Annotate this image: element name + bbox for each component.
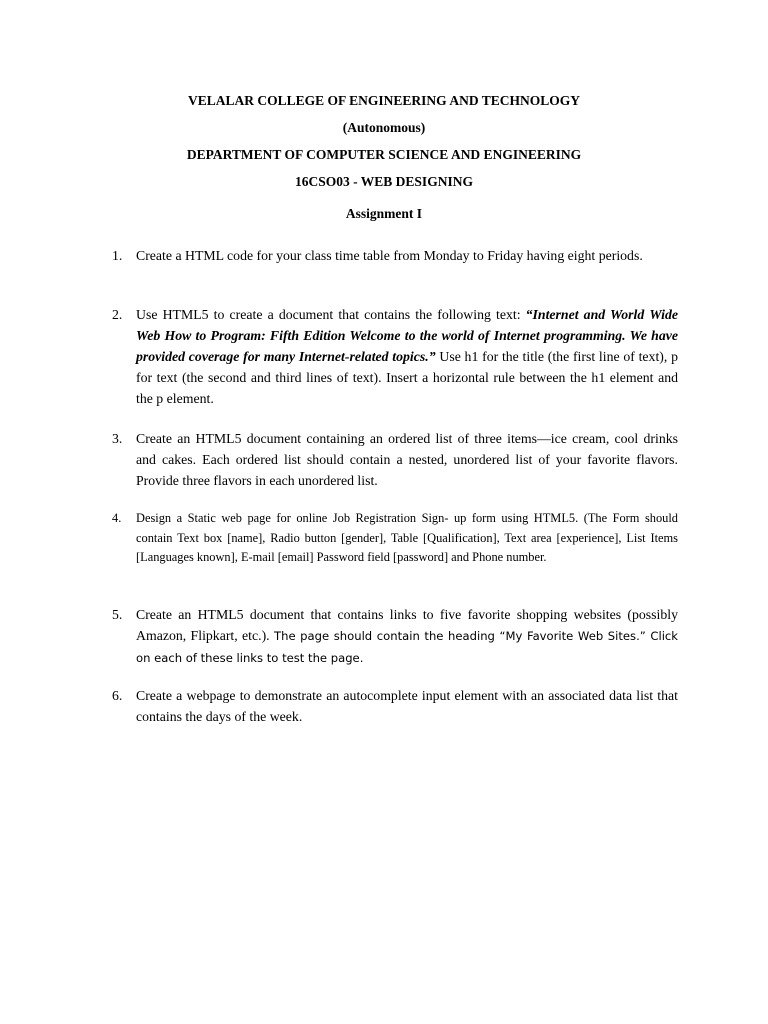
college-name: VELALAR COLLEGE OF ENGINEERING AND TECHNOLOGY (188, 93, 580, 108)
autonomous-status: (Autonomous) (342, 120, 426, 135)
question-text: Design a Static web page for online Job Registration Sign- up form using HTML5. (The Form should contain Text box [name], Radio button [gender], Table [Qualification], Text area [experience], List Items [Languages known], E-mail [email] Password field [password] and Phone number. (136, 511, 678, 564)
question-text: Create an HTML5 document containing an ordered list of three items—ice cream, cool drinks and cakes. Each ordered list should contain a nested, unordered list of your favorite flavors. Provide three flavors in each unordered list. (136, 431, 678, 488)
question-text-lead: Use HTML5 to create a document that contains the following text: (136, 307, 526, 322)
question-number: 4. (112, 511, 122, 525)
question-number: 5. (112, 607, 123, 622)
assignment-title: Assignment I (345, 206, 423, 221)
question-text-sans: The page should contain the heading “My Favorite Web Sites.” Click on each of these links to test the page. (136, 629, 679, 665)
question-number: 1. (112, 248, 123, 263)
question-text (136, 604, 678, 669)
quoted-text: “Internet and World (525, 307, 645, 322)
question-number: 6. (112, 688, 123, 703)
question-text-instructions: Use h1 for the title (the first line of text), p for text (the second and third lines of text). Insert a horizontal rule between the h1 element and the p element. (136, 349, 678, 406)
department-name: DEPARTMENT OF COMPUTER SCIENCE AND ENGINEERING (186, 147, 582, 162)
question-text (136, 304, 678, 409)
course-title: 16CSO03 - WEB DESIGNING (295, 174, 473, 189)
question-text: Create a webpage to demonstrate an autocomplete input element with an associated data list that contains the days of the week. (136, 688, 678, 724)
quoted-text-continued: Wide Web How to Program: Fifth Edition Welcome to the world of Internet programming. We have provided coverage for many Internet-related topics.” (136, 307, 679, 364)
question-text: Create a HTML code for your class time table from Monday to Friday having eight periods. (136, 248, 643, 263)
question-number: 3. (112, 431, 123, 446)
question-text-lead: Create an HTML5 document that contains links to five favorite shopping websites (possibly Amazon, Flipkart, etc.). (136, 607, 678, 643)
question-number: 2. (112, 307, 123, 322)
